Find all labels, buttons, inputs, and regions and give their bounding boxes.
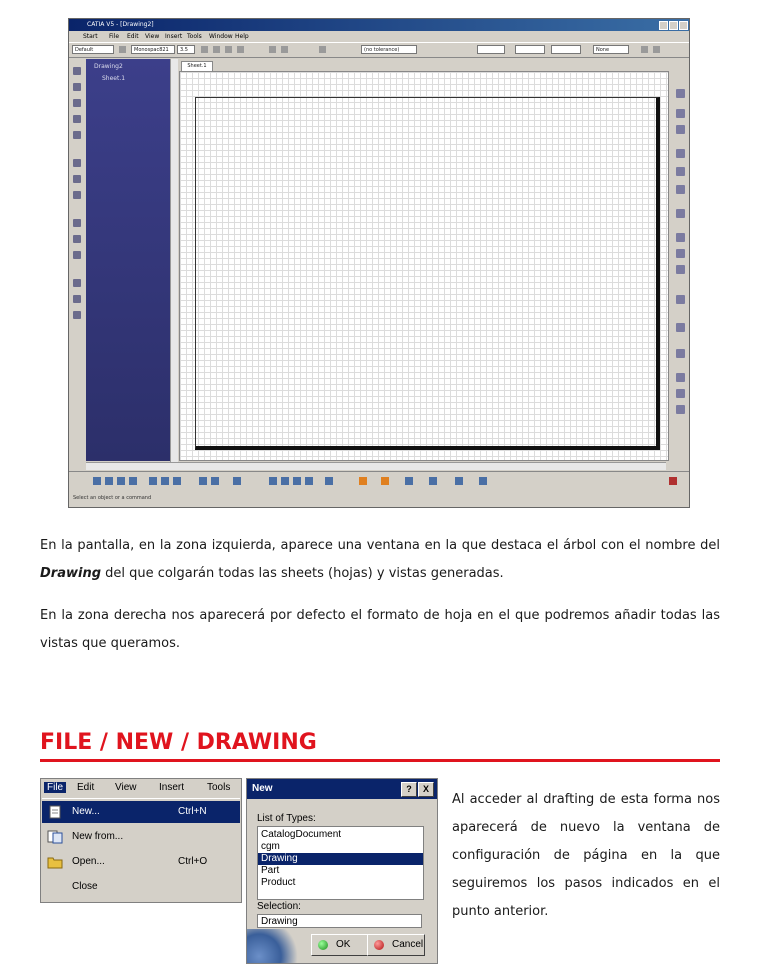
analysis-icon[interactable] (405, 477, 413, 485)
zoom-out-icon[interactable] (305, 477, 313, 485)
catia-screenshot (68, 18, 690, 508)
menu-item-label: Open... (72, 856, 105, 867)
open-icon[interactable] (105, 477, 113, 485)
menu-help[interactable]: Help (235, 33, 249, 40)
constraint-icon[interactable] (676, 349, 685, 358)
undo-icon[interactable] (199, 477, 207, 485)
list-item[interactable]: Product (261, 877, 296, 888)
cancel-icon (374, 940, 384, 950)
menu-file[interactable]: File (109, 33, 120, 40)
file-menu-bar (41, 779, 241, 797)
ok-button[interactable] (311, 934, 369, 956)
file-menu-dropdown (42, 798, 240, 902)
frame-create-icon[interactable] (676, 249, 685, 258)
tree-sheet[interactable]: Sheet.1 (102, 75, 126, 82)
circle-icon[interactable] (73, 99, 81, 107)
new-document-icon (47, 805, 63, 819)
menu-window[interactable]: Window (209, 33, 233, 40)
catia-toolbar (69, 42, 689, 58)
curve-icon[interactable] (73, 131, 81, 139)
thread-icon[interactable] (73, 251, 81, 259)
dialog-title-bar (247, 779, 437, 799)
menu-item-label: Close (72, 881, 98, 892)
point-icon[interactable] (73, 219, 81, 227)
close-icon[interactable]: X (418, 782, 434, 797)
maximize-icon[interactable] (669, 21, 678, 30)
new-from-icon (47, 830, 63, 844)
annotation-icon[interactable] (676, 265, 685, 274)
grid-icon[interactable] (653, 46, 660, 53)
check-icon[interactable] (479, 477, 487, 485)
compass-icon[interactable] (669, 477, 677, 485)
table-create-icon[interactable] (676, 405, 685, 414)
pattern-combo[interactable]: None (593, 45, 629, 54)
file-menu-screenshot (40, 778, 242, 903)
cancel-label: Cancel (392, 939, 424, 950)
list-item[interactable]: CatalogDocument (261, 829, 342, 840)
line-icon[interactable] (73, 83, 81, 91)
left-toolbar (69, 59, 85, 464)
dialog-title: New (252, 783, 273, 794)
menu-item-new-from[interactable] (42, 826, 240, 848)
layer-icon[interactable] (381, 477, 389, 485)
menu-item-shortcut: Ctrl+N (178, 806, 207, 817)
dress-up-icon[interactable] (676, 295, 685, 304)
selection-input[interactable]: Drawing (257, 914, 422, 928)
list-item-selected[interactable]: Drawing (258, 853, 423, 865)
menu-view[interactable]: View (145, 33, 160, 40)
menu-insert[interactable]: Insert (165, 33, 183, 40)
sheet-frame (195, 97, 660, 450)
axis-icon[interactable] (73, 235, 81, 243)
underline-icon[interactable] (225, 46, 232, 53)
open-folder-icon (47, 855, 63, 869)
paragraph1-text-b: del que colgarán todas las sheets (hojas) y vistas generadas. (101, 566, 504, 581)
zoom-icon[interactable] (73, 115, 81, 123)
redo-icon[interactable] (211, 477, 219, 485)
section-heading: FILE / NEW / DRAWING (40, 728, 720, 762)
position-icon[interactable] (429, 477, 437, 485)
menu-edit[interactable]: Edit (127, 33, 139, 40)
standard-combo[interactable]: Default (72, 45, 114, 54)
geometry-icon[interactable] (676, 323, 685, 332)
roughness-icon[interactable] (676, 389, 685, 398)
text-icon[interactable] (676, 373, 685, 382)
thickness-combo[interactable] (551, 45, 581, 54)
section-icon[interactable] (676, 167, 685, 176)
menu-item-open[interactable] (42, 851, 240, 873)
paragraph1-emphasis: Drawing (40, 566, 102, 581)
minimize-icon[interactable] (659, 21, 668, 30)
render-icon[interactable] (325, 477, 333, 485)
status-text: Select an object or a command (73, 495, 152, 501)
list-item[interactable]: Part (261, 865, 280, 876)
types-list[interactable] (257, 826, 424, 900)
tree-scrollbar[interactable] (170, 59, 178, 469)
symbol-icon[interactable] (319, 46, 326, 53)
ok-label: OK (336, 939, 351, 950)
copy-icon[interactable] (161, 477, 169, 485)
dimension-icon[interactable] (73, 175, 81, 183)
color-combo[interactable] (477, 45, 505, 54)
fit-all-icon[interactable] (269, 477, 277, 485)
status-bar (69, 491, 689, 505)
detail-icon[interactable] (676, 125, 685, 134)
clipping-icon[interactable] (676, 185, 685, 194)
linetype-combo[interactable] (515, 45, 545, 54)
menu-item-label: New from... (72, 831, 124, 842)
projection-icon[interactable] (676, 149, 685, 158)
balloon-icon[interactable] (73, 295, 81, 303)
cancel-button[interactable] (367, 934, 425, 956)
menu-item-close[interactable] (42, 876, 240, 898)
tolerance-combo[interactable]: (no tolerance) (361, 45, 417, 54)
magnet-icon[interactable] (455, 477, 463, 485)
menu-tools[interactable]: Tools (207, 782, 231, 793)
catia-title-bar (69, 19, 689, 31)
menu-edit[interactable]: Edit (77, 782, 95, 793)
arc-icon[interactable] (73, 159, 81, 167)
zoom-in-icon[interactable] (293, 477, 301, 485)
select-icon[interactable] (73, 67, 81, 75)
paste-icon[interactable] (173, 477, 181, 485)
italic-icon[interactable] (213, 46, 220, 53)
tree-root[interactable]: Drawing2 (94, 63, 123, 70)
close-icon[interactable] (679, 21, 688, 30)
bold-icon[interactable] (201, 46, 208, 53)
list-of-types-label: List of Types: (257, 813, 316, 824)
menu-file-open[interactable]: File (44, 782, 66, 793)
new-icon[interactable] (93, 477, 101, 485)
formula-icon[interactable] (233, 477, 241, 485)
view-icon[interactable] (73, 191, 81, 199)
help-icon[interactable]: ? (401, 782, 417, 797)
cut-icon[interactable] (149, 477, 157, 485)
ok-icon (318, 940, 328, 950)
pan-icon[interactable] (281, 477, 289, 485)
horizontal-scrollbar[interactable] (86, 462, 666, 470)
painter-icon[interactable] (641, 46, 648, 53)
menu-view[interactable]: View (115, 782, 137, 793)
paragraph-sheet-format: En la zona derecha nos aparecerá por defecto el formato de hoja en el que podremos añadir todas las vistas que queramos. (40, 608, 720, 651)
specification-tree (86, 59, 170, 461)
selection-label: Selection: (257, 901, 301, 912)
catia-window-title: CATIA V5 - [Drawing2] (87, 21, 154, 28)
print-icon[interactable] (129, 477, 137, 485)
new-sheet-icon[interactable] (676, 109, 685, 118)
paragraph-tree-description (40, 532, 720, 588)
break-icon[interactable] (676, 209, 685, 218)
new-dialog-screenshot (246, 778, 438, 964)
bottom-toolbar (69, 471, 689, 490)
paragraph-drafting-access: Al acceder al drafting de esta forma nos aparecerá de nuevo la ventana de configuración de página en la que seguiremos los pasos indicados en el punto anterior. (452, 792, 720, 919)
table-icon[interactable] (73, 279, 81, 287)
frame-icon[interactable] (281, 46, 288, 53)
menu-insert[interactable]: Insert (159, 782, 185, 793)
menu-item-new[interactable] (42, 801, 240, 823)
catia-menu-bar (69, 31, 689, 42)
menu-start[interactable]: Start (83, 33, 98, 40)
font-size-combo[interactable]: 3.5 (177, 45, 195, 54)
datum-icon[interactable] (73, 311, 81, 319)
sheet-icon[interactable] (676, 89, 685, 98)
list-item[interactable]: cgm (261, 841, 280, 852)
menu-tools[interactable]: Tools (187, 33, 202, 40)
menu-item-label: New... (72, 806, 100, 817)
toolbar-icon[interactable] (119, 46, 126, 53)
strike-icon[interactable] (237, 46, 244, 53)
style-icon[interactable] (359, 477, 367, 485)
save-icon[interactable] (117, 477, 125, 485)
menu-item-shortcut: Ctrl+O (178, 856, 208, 867)
paragraph1-text-a: En la pantalla, en la zona izquierda, aparece una ventana en la que destaca el árbol con el nombre del (40, 538, 720, 553)
right-toolbar (673, 59, 689, 479)
font-combo[interactable]: Monospac821 (131, 45, 175, 54)
catia-logo-decoration (247, 929, 307, 963)
align-icon[interactable] (269, 46, 276, 53)
wizard-icon[interactable] (676, 233, 685, 242)
sheet-tab[interactable]: Sheet.1 (181, 61, 213, 72)
